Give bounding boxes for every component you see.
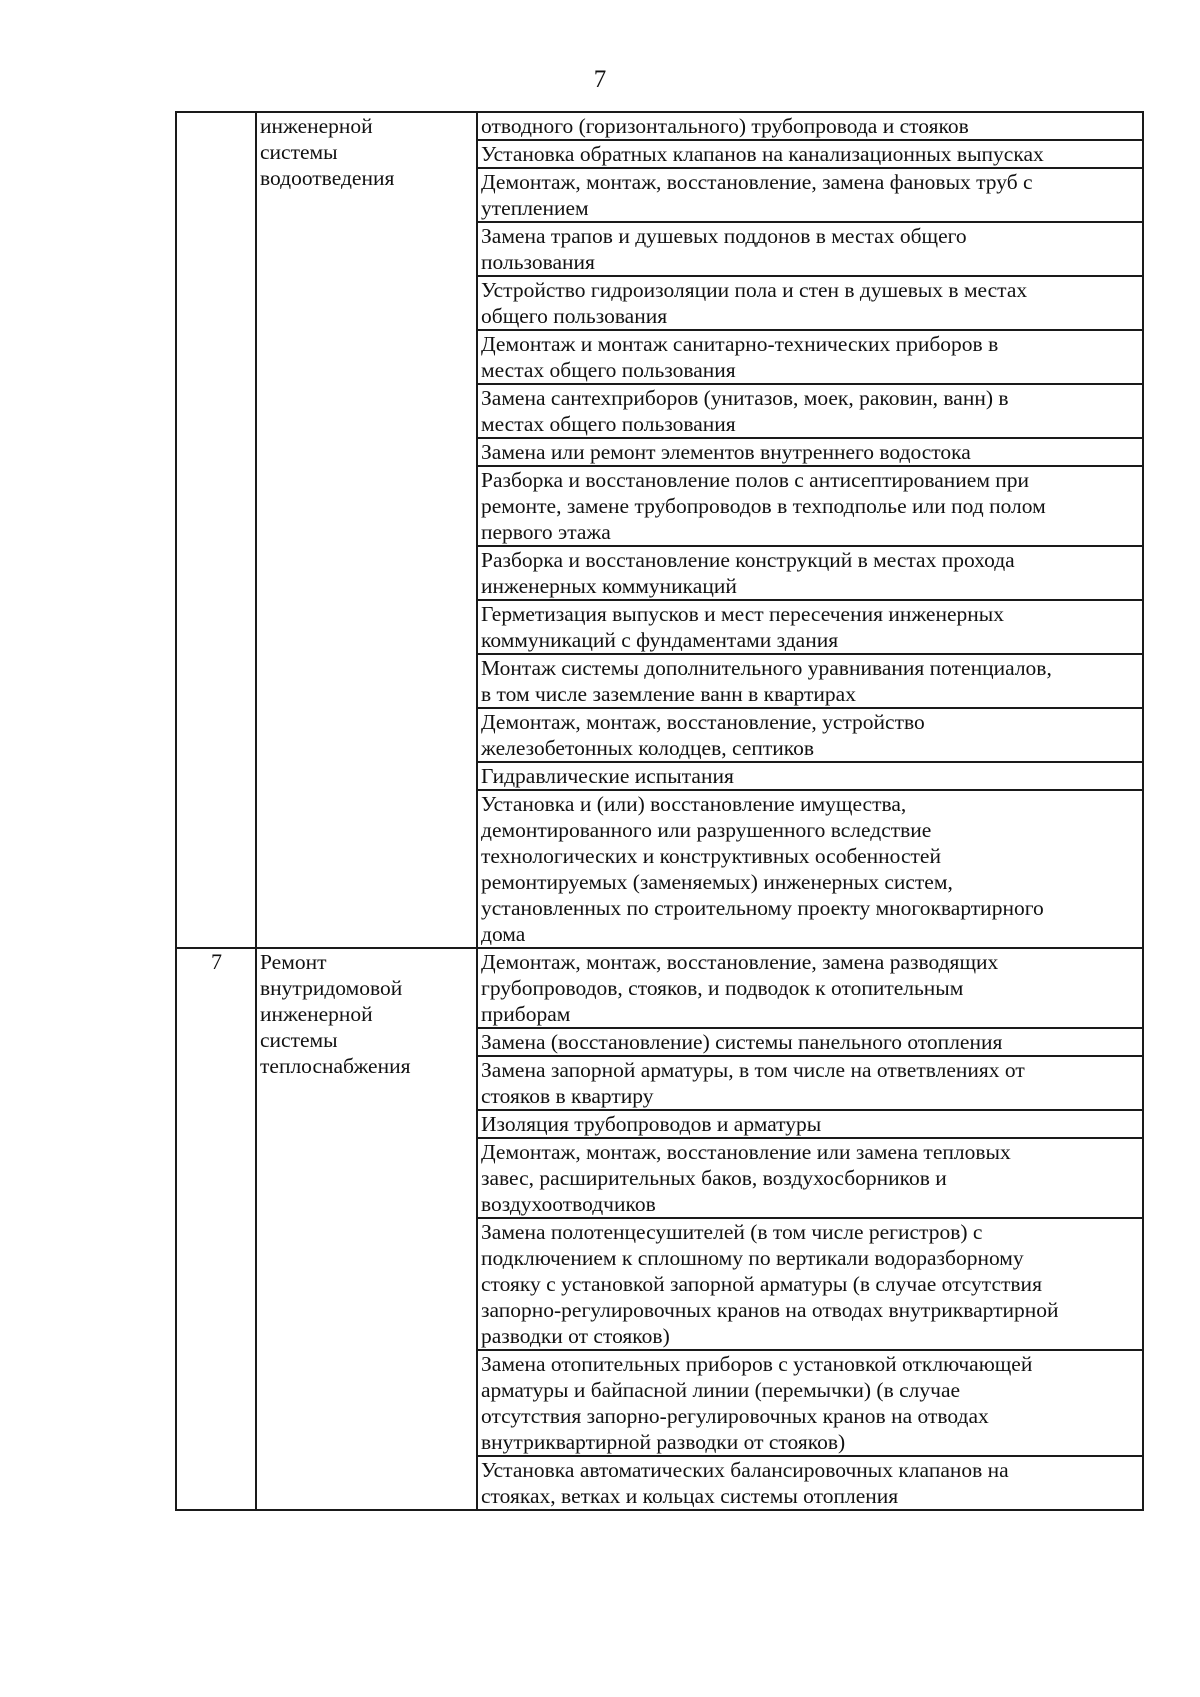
work-description-line: Демонтаж, монтаж, восстановление или замена тепловых bbox=[481, 1140, 1011, 1164]
work-description-line: Демонтаж и монтаж санитарно-технических приборов в bbox=[481, 332, 999, 356]
work-description-line: стояках, ветках и кольцах системы отопления bbox=[481, 1484, 899, 1508]
work-description-line: Разборка и восстановление полов с антисептированием при bbox=[481, 468, 1030, 492]
work-description-line: демонтированного или разрушенного вследствие bbox=[481, 818, 932, 842]
works-table bbox=[175, 111, 1144, 1511]
work-description-cell bbox=[477, 276, 1143, 330]
work-description-line: Демонтаж, монтаж, восстановление, замена разводящих bbox=[481, 950, 999, 974]
work-description-line: Гидравлические испытания bbox=[481, 764, 734, 788]
work-description-line: дома bbox=[481, 922, 526, 946]
page-number: 7 bbox=[593, 66, 607, 93]
work-description-line: Установка автоматических балансировочных клапанов на bbox=[481, 1458, 1009, 1482]
system-name-line: системы bbox=[260, 140, 338, 164]
work-description-line: Замена сантехприборов (унитазов, моек, раковин, ванн) в bbox=[481, 386, 1009, 410]
item-number-cell: 7 bbox=[176, 948, 256, 1510]
work-description-line: Монтаж системы дополнительного уравнивания потенциалов, bbox=[481, 656, 1052, 680]
work-description-line: коммуникаций с фундаментами здания bbox=[481, 628, 839, 652]
work-description-cell bbox=[477, 438, 1143, 466]
work-description-line: Разборка и восстановление конструкций в местах прохода bbox=[481, 548, 1015, 572]
work-description-line: подключением к сплошному по вертикали водоразборному bbox=[481, 1246, 1024, 1270]
system-name-line: внутридомовой bbox=[260, 976, 403, 1000]
work-description-cell bbox=[477, 948, 1143, 1028]
work-description-line: железобетонных колодцев, септиков bbox=[481, 736, 814, 760]
work-description-line: Устройство гидроизоляции пола и стен в душевых в местах bbox=[481, 278, 1028, 302]
work-description-line: в том числе заземление ванн в квартирах bbox=[481, 682, 856, 706]
work-description-line: Замена или ремонт элементов внутреннего водостока bbox=[481, 440, 971, 464]
work-description-cell bbox=[477, 708, 1143, 762]
work-description-line: ремонтируемых (заменяемых) инженерных систем, bbox=[481, 870, 953, 894]
item-number-cell bbox=[176, 112, 256, 948]
work-description-cell bbox=[477, 1110, 1143, 1138]
work-description-line: завес, расширительных баков, воздухосборников и bbox=[481, 1166, 947, 1190]
work-description-cell bbox=[477, 112, 1143, 140]
work-description-cell bbox=[477, 546, 1143, 600]
work-description-line: разводки от стояков) bbox=[481, 1324, 670, 1348]
work-description-line: установленных по строительному проекту многоквартирного bbox=[481, 896, 1044, 920]
table-row bbox=[176, 948, 1143, 1028]
work-description-cell bbox=[477, 140, 1143, 168]
work-description-line: отсутствия запорно-регулировочных кранов на отводах bbox=[481, 1404, 989, 1428]
work-description-line: ремонте, замене трубопроводов в техподполье или под полом bbox=[481, 494, 1046, 518]
system-name-line: водоотведения bbox=[260, 166, 395, 190]
work-description-line: местах общего пользования bbox=[481, 358, 736, 382]
work-description-line: стояку с установкой запорной арматуры (в случае отсутствия bbox=[481, 1272, 1042, 1296]
work-description-cell bbox=[477, 168, 1143, 222]
work-description-line: Замена запорной арматуры, в том числе на ответвлениях от bbox=[481, 1058, 1025, 1082]
system-name-line: теплоснабжения bbox=[260, 1054, 411, 1078]
work-description-line: Установка и (или) восстановление имущества, bbox=[481, 792, 907, 816]
work-description-line: Замена (восстановление) системы панельного отопления bbox=[481, 1030, 1003, 1054]
work-description-cell bbox=[477, 600, 1143, 654]
system-name-line: инженерной bbox=[260, 1002, 373, 1026]
work-description-line: запорно-регулировочных кранов на отводах внутриквартирной bbox=[481, 1298, 1059, 1322]
work-description-line: местах общего пользования bbox=[481, 412, 736, 436]
work-description-line: общего пользования bbox=[481, 304, 668, 328]
system-name-cell bbox=[256, 112, 477, 948]
system-name-cell bbox=[256, 948, 477, 1510]
work-description-line: приборам bbox=[481, 1002, 571, 1026]
work-description-cell bbox=[477, 1456, 1143, 1510]
work-description-line: Герметизация выпусков и мест пересечения инженерных bbox=[481, 602, 1004, 626]
work-description-cell bbox=[477, 790, 1143, 948]
work-description-line: пользования bbox=[481, 250, 595, 274]
work-description-line: отводного (горизонтального) трубопровода и стояков bbox=[481, 114, 969, 138]
work-description-cell bbox=[477, 466, 1143, 546]
work-description-line: утеплением bbox=[481, 196, 589, 220]
work-description-line: Изоляция трубопроводов и арматуры bbox=[481, 1112, 822, 1136]
works-table-body bbox=[176, 112, 1143, 1510]
works-table-container bbox=[175, 111, 1142, 1511]
system-name-line: инженерной bbox=[260, 114, 373, 138]
system-name-line: системы bbox=[260, 1028, 338, 1052]
work-description-line: Установка обратных клапанов на канализационных выпусках bbox=[481, 142, 1044, 166]
work-description-cell bbox=[477, 1056, 1143, 1110]
work-description-cell bbox=[477, 1218, 1143, 1350]
work-description-line: внутриквартирной разводки от стояков) bbox=[481, 1430, 846, 1454]
work-description-line: Замена полотенцесушителей (в том числе регистров) с bbox=[481, 1220, 983, 1244]
work-description-cell bbox=[477, 1350, 1143, 1456]
work-description-line: Демонтаж, монтаж, восстановление, устройство bbox=[481, 710, 925, 734]
work-description-line: первого этажа bbox=[481, 520, 611, 544]
work-description-line: стояков в квартиру bbox=[481, 1084, 654, 1108]
work-description-cell bbox=[477, 654, 1143, 708]
work-description-line: Замена отопительных приборов с установкой отключающей bbox=[481, 1352, 1033, 1376]
work-description-line: воздухоотводчиков bbox=[481, 1192, 656, 1216]
work-description-line: инженерных коммуникаций bbox=[481, 574, 737, 598]
work-description-line: арматуры и байпасной линии (перемычки) (в случае bbox=[481, 1378, 961, 1402]
work-description-line: Демонтаж, монтаж, восстановление, замена фановых труб с bbox=[481, 170, 1033, 194]
work-description-line: технологических и конструктивных особенностей bbox=[481, 844, 941, 868]
work-description-line: грубопроводов, стояков, и подводок к отопительным bbox=[481, 976, 964, 1000]
work-description-line: Замена трапов и душевых поддонов в местах общего bbox=[481, 224, 967, 248]
table-row bbox=[176, 112, 1143, 140]
work-description-cell bbox=[477, 222, 1143, 276]
work-description-cell bbox=[477, 762, 1143, 790]
work-description-cell bbox=[477, 330, 1143, 384]
work-description-cell bbox=[477, 1028, 1143, 1056]
work-description-cell bbox=[477, 384, 1143, 438]
work-description-cell bbox=[477, 1138, 1143, 1218]
system-name-line: Ремонт bbox=[260, 950, 327, 974]
